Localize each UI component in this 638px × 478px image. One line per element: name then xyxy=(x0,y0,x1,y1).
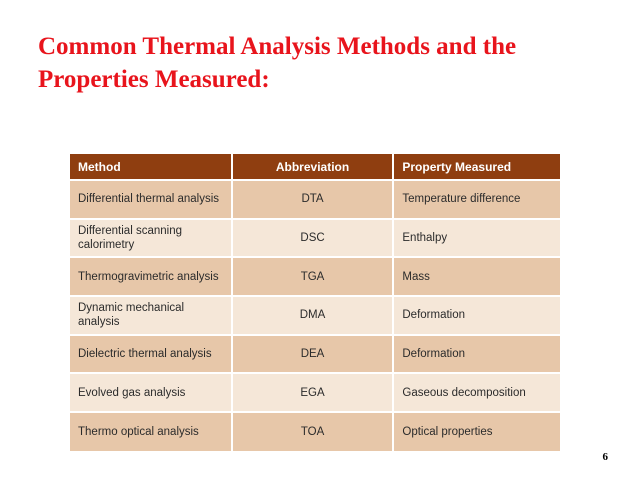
page-number: 6 xyxy=(602,451,608,463)
table-row xyxy=(70,335,560,374)
method-cell: Dynamic mechanical analysis xyxy=(70,296,232,335)
property-cell: Deformation xyxy=(393,296,560,335)
abbreviation-cell: DEA xyxy=(232,335,394,374)
abbreviation-cell: TOA xyxy=(232,412,394,451)
table-header-row xyxy=(70,154,560,180)
property-cell: Optical properties xyxy=(393,412,560,451)
table-row xyxy=(70,296,560,335)
abbreviation-cell: DTA xyxy=(232,180,394,219)
slide-title: Common Thermal Analysis Methods and the Properties Measured: xyxy=(38,33,517,93)
property-cell: Mass xyxy=(393,257,560,296)
column-header-method: Method xyxy=(70,154,232,180)
abbreviation-cell: DSC xyxy=(232,219,394,258)
column-header-property: Property Measured xyxy=(393,154,560,180)
table-row xyxy=(70,412,560,451)
method-cell: Evolved gas analysis xyxy=(70,373,232,412)
method-cell: Dielectric thermal analysis xyxy=(70,335,232,374)
thermal-methods-table-container xyxy=(70,154,560,450)
method-cell: Differential thermal analysis xyxy=(70,180,232,219)
property-cell: Enthalpy xyxy=(393,219,560,258)
table-row xyxy=(70,219,560,258)
abbreviation-cell: EGA xyxy=(232,373,394,412)
method-cell: Differential scanning calorimetry xyxy=(70,219,232,258)
property-cell: Gaseous decomposition xyxy=(393,373,560,412)
abbreviation-cell: TGA xyxy=(232,257,394,296)
table-row xyxy=(70,373,560,412)
abbreviation-cell: DMA xyxy=(232,296,394,335)
table-row xyxy=(70,257,560,296)
property-cell: Deformation xyxy=(393,335,560,374)
method-cell: Thermo optical analysis xyxy=(70,412,232,451)
method-cell: Thermogravimetric analysis xyxy=(70,257,232,296)
property-cell: Temperature difference xyxy=(393,180,560,219)
thermal-methods-table xyxy=(70,154,560,451)
column-header-abbreviation: Abbreviation xyxy=(232,154,394,180)
table-row xyxy=(70,180,560,219)
